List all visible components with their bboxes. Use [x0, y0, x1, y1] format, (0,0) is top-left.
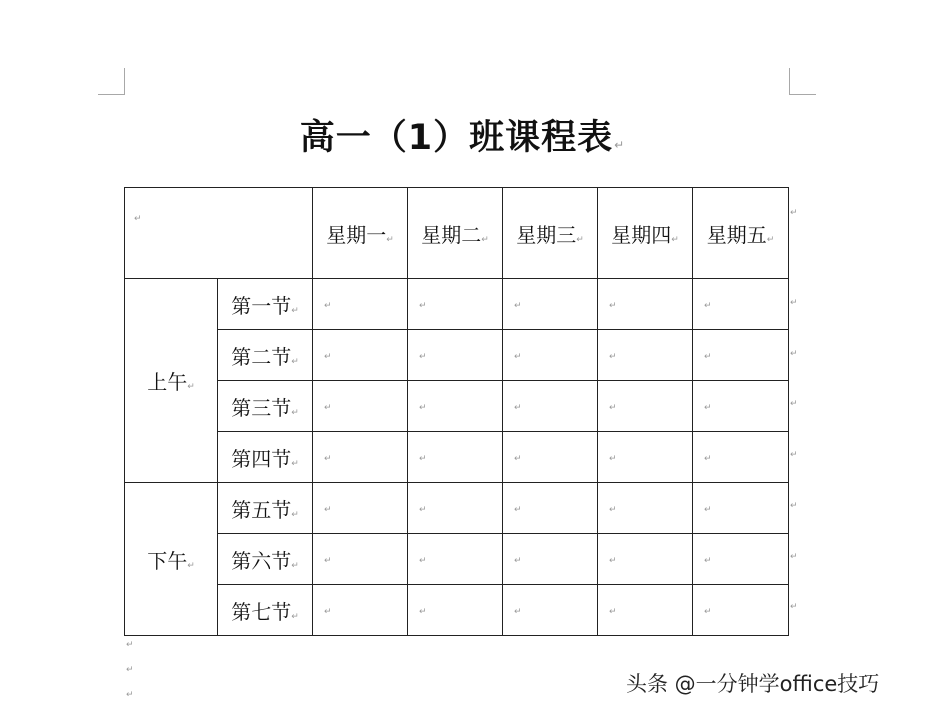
- paragraph-mark-icon: ↵: [704, 505, 712, 515]
- cell-text: 第三节: [231, 395, 292, 420]
- title-text: 高一（1）班课程表: [299, 118, 614, 158]
- schedule-cell[interactable]: [313, 330, 408, 381]
- schedule-cell[interactable]: [503, 330, 598, 381]
- schedule-cell[interactable]: [408, 330, 503, 381]
- schedule-cell[interactable]: [503, 585, 598, 636]
- row-end-mark-icon: ↵: [790, 208, 798, 218]
- paragraph-mark-icon: ↵: [324, 505, 332, 515]
- paragraph-mark-icon: ↵: [609, 607, 617, 617]
- paragraph-mark-icon: ↵: [324, 352, 332, 362]
- paragraph-mark-icon: ↵: [704, 352, 712, 362]
- paragraph-mark-icon: ↵: [291, 560, 299, 571]
- schedule-cell[interactable]: [313, 585, 408, 636]
- schedule-cell[interactable]: [693, 585, 789, 636]
- schedule-cell[interactable]: [503, 483, 598, 534]
- page-corner-mark-top-left: [98, 68, 125, 95]
- schedule-cell[interactable]: [313, 432, 408, 483]
- paragraph-mark-icon: ↵: [704, 556, 712, 566]
- table-row: [125, 432, 789, 483]
- day-header-cell[interactable]: [693, 188, 789, 279]
- paragraph-mark-icon: ↵: [704, 403, 712, 413]
- paragraph-mark-icon: ↵: [187, 382, 195, 392]
- cell-text: 第五节: [231, 497, 292, 522]
- paragraph-mark-icon: ↵: [324, 301, 332, 311]
- paragraph-mark-icon: ↵: [419, 454, 427, 464]
- page-corner-mark-top-right: [789, 68, 816, 95]
- cell-text: 星期一: [326, 222, 387, 247]
- paragraph-mark-icon: ↵: [609, 352, 617, 362]
- cell-text: 下午: [147, 548, 188, 573]
- cell-text: 第四节: [231, 446, 292, 471]
- period-cell[interactable]: [218, 330, 313, 381]
- schedule-cell[interactable]: [313, 483, 408, 534]
- schedule-cell[interactable]: [313, 381, 408, 432]
- paragraph-mark-icon: ↵: [291, 458, 299, 469]
- cell-text: 第二节: [231, 344, 292, 369]
- cell-text: 星期二: [421, 222, 482, 247]
- paragraph-mark-icon: ↵: [514, 556, 522, 566]
- period-cell[interactable]: [218, 381, 313, 432]
- schedule-cell[interactable]: [693, 381, 789, 432]
- paragraph-mark-icon: ↵: [291, 356, 299, 367]
- paragraph-mark-icon: ↵: [419, 352, 427, 362]
- row-end-mark-icon: ↵: [790, 349, 798, 359]
- paragraph-mark-icon: ↵: [609, 301, 617, 311]
- paragraph-mark-icon: ↵: [187, 560, 195, 571]
- table-row: [125, 279, 789, 330]
- row-end-mark-icon: ↵: [790, 501, 798, 511]
- paragraph-mark-icon: ↵: [419, 301, 427, 311]
- paragraph-mark-icon: ↵: [514, 607, 522, 617]
- paragraph-mark-icon[interactable]: ↵: [126, 640, 134, 650]
- schedule-cell[interactable]: [503, 432, 598, 483]
- schedule-cell[interactable]: [598, 330, 693, 381]
- document-title[interactable]: [0, 110, 925, 160]
- schedule-cell[interactable]: [598, 534, 693, 585]
- table-row: [125, 381, 789, 432]
- row-end-mark-icon: ↵: [790, 399, 798, 409]
- schedule-cell[interactable]: [693, 279, 789, 330]
- paragraph-mark-icon: ↵: [291, 509, 299, 520]
- period-cell[interactable]: [218, 279, 313, 330]
- schedule-cell[interactable]: [598, 432, 693, 483]
- paragraph-mark-icon[interactable]: ↵: [126, 690, 134, 700]
- cell-text: 星期三: [516, 222, 577, 247]
- session-cell[interactable]: [125, 483, 218, 636]
- paragraph-mark-icon: ↵: [514, 352, 522, 362]
- schedule-cell[interactable]: [313, 534, 408, 585]
- schedule-cell[interactable]: [598, 279, 693, 330]
- period-cell[interactable]: [218, 534, 313, 585]
- period-cell[interactable]: [218, 432, 313, 483]
- paragraph-mark-icon: ↵: [419, 505, 427, 515]
- paragraph-mark-icon: ↵: [419, 403, 427, 413]
- schedule-cell[interactable]: [598, 585, 693, 636]
- paragraph-mark-icon: ↵: [609, 505, 617, 515]
- paragraph-mark-icon: ↵: [324, 454, 332, 464]
- paragraph-mark-icon: ↵: [419, 607, 427, 617]
- cell-text: 第七节: [231, 599, 292, 624]
- schedule-cell[interactable]: [408, 534, 503, 585]
- paragraph-mark-icon: ↵: [481, 234, 489, 245]
- row-end-mark-icon: ↵: [790, 298, 798, 308]
- paragraph-mark-icon: ↵: [609, 403, 617, 413]
- schedule-cell[interactable]: [503, 279, 598, 330]
- schedule-cell[interactable]: [503, 534, 598, 585]
- paragraph-mark-icon: ↵: [291, 407, 299, 418]
- watermark: 头条 @一分钟学office技巧: [626, 672, 880, 696]
- cell-text: 上午: [147, 370, 188, 394]
- schedule-cell[interactable]: [313, 279, 408, 330]
- row-end-mark-icon: ↵: [790, 552, 798, 562]
- paragraph-mark-icon: ↵: [291, 305, 299, 316]
- day-header-cell[interactable]: [598, 188, 693, 279]
- schedule-cell[interactable]: [598, 483, 693, 534]
- schedule-cell[interactable]: [408, 381, 503, 432]
- paragraph-mark-icon: ↵: [614, 138, 626, 152]
- paragraph-mark-icon: ↵: [609, 454, 617, 464]
- schedule-cell[interactable]: [503, 381, 598, 432]
- cell-text: 星期四: [611, 222, 672, 247]
- schedule-cell[interactable]: [408, 279, 503, 330]
- cell-text: 星期五: [706, 222, 767, 247]
- schedule-cell[interactable]: [693, 483, 789, 534]
- schedule-cell[interactable]: [408, 432, 503, 483]
- session-cell[interactable]: [125, 279, 218, 483]
- paragraph-mark-icon: ↵: [291, 611, 299, 622]
- cell-text: 第一节: [231, 293, 292, 318]
- paragraph-mark-icon: ↵: [324, 607, 332, 617]
- schedule-cell[interactable]: [598, 381, 693, 432]
- day-header-cell[interactable]: [313, 188, 408, 279]
- table-row: [125, 585, 789, 636]
- paragraph-mark-icon: ↵: [671, 234, 679, 245]
- row-end-mark-icon: ↵: [790, 450, 798, 460]
- timetable: [124, 187, 789, 636]
- paragraph-mark-icon: ↵: [514, 403, 522, 413]
- paragraph-mark-icon: ↵: [514, 454, 522, 464]
- period-cell[interactable]: [218, 483, 313, 534]
- schedule-cell[interactable]: [693, 534, 789, 585]
- cell-text: 第六节: [231, 548, 292, 573]
- header-corner-cell[interactable]: [125, 188, 313, 279]
- row-end-mark-icon: ↵: [790, 602, 798, 612]
- paragraph-mark-icon: ↵: [704, 301, 712, 311]
- paragraph-mark-icon[interactable]: ↵: [126, 665, 134, 675]
- period-cell[interactable]: [218, 585, 313, 636]
- timetable-body: [125, 188, 789, 636]
- paragraph-mark-icon: ↵: [514, 505, 522, 515]
- table-row: [125, 483, 789, 534]
- table-row: [125, 330, 789, 381]
- paragraph-mark-icon: ↵: [766, 234, 775, 245]
- paragraph-mark-icon: ↵: [386, 234, 394, 245]
- paragraph-mark-icon: ↵: [134, 214, 142, 224]
- schedule-cell[interactable]: [408, 585, 503, 636]
- schedule-cell[interactable]: [693, 330, 789, 381]
- paragraph-mark-icon: ↵: [324, 556, 332, 566]
- schedule-cell[interactable]: [408, 483, 503, 534]
- paragraph-mark-icon: ↵: [514, 301, 522, 311]
- table-row: [125, 534, 789, 585]
- paragraph-mark-icon: ↵: [419, 556, 427, 566]
- paragraph-mark-icon: ↵: [704, 607, 712, 617]
- paragraph-mark-icon: ↵: [704, 454, 712, 464]
- paragraph-mark-icon: ↵: [576, 234, 584, 245]
- header-row: [125, 188, 789, 279]
- day-header-cell[interactable]: [408, 188, 503, 279]
- schedule-cell[interactable]: [693, 432, 789, 483]
- paragraph-mark-icon: ↵: [609, 556, 617, 566]
- paragraph-mark-icon: ↵: [324, 403, 332, 413]
- day-header-cell[interactable]: [503, 188, 598, 279]
